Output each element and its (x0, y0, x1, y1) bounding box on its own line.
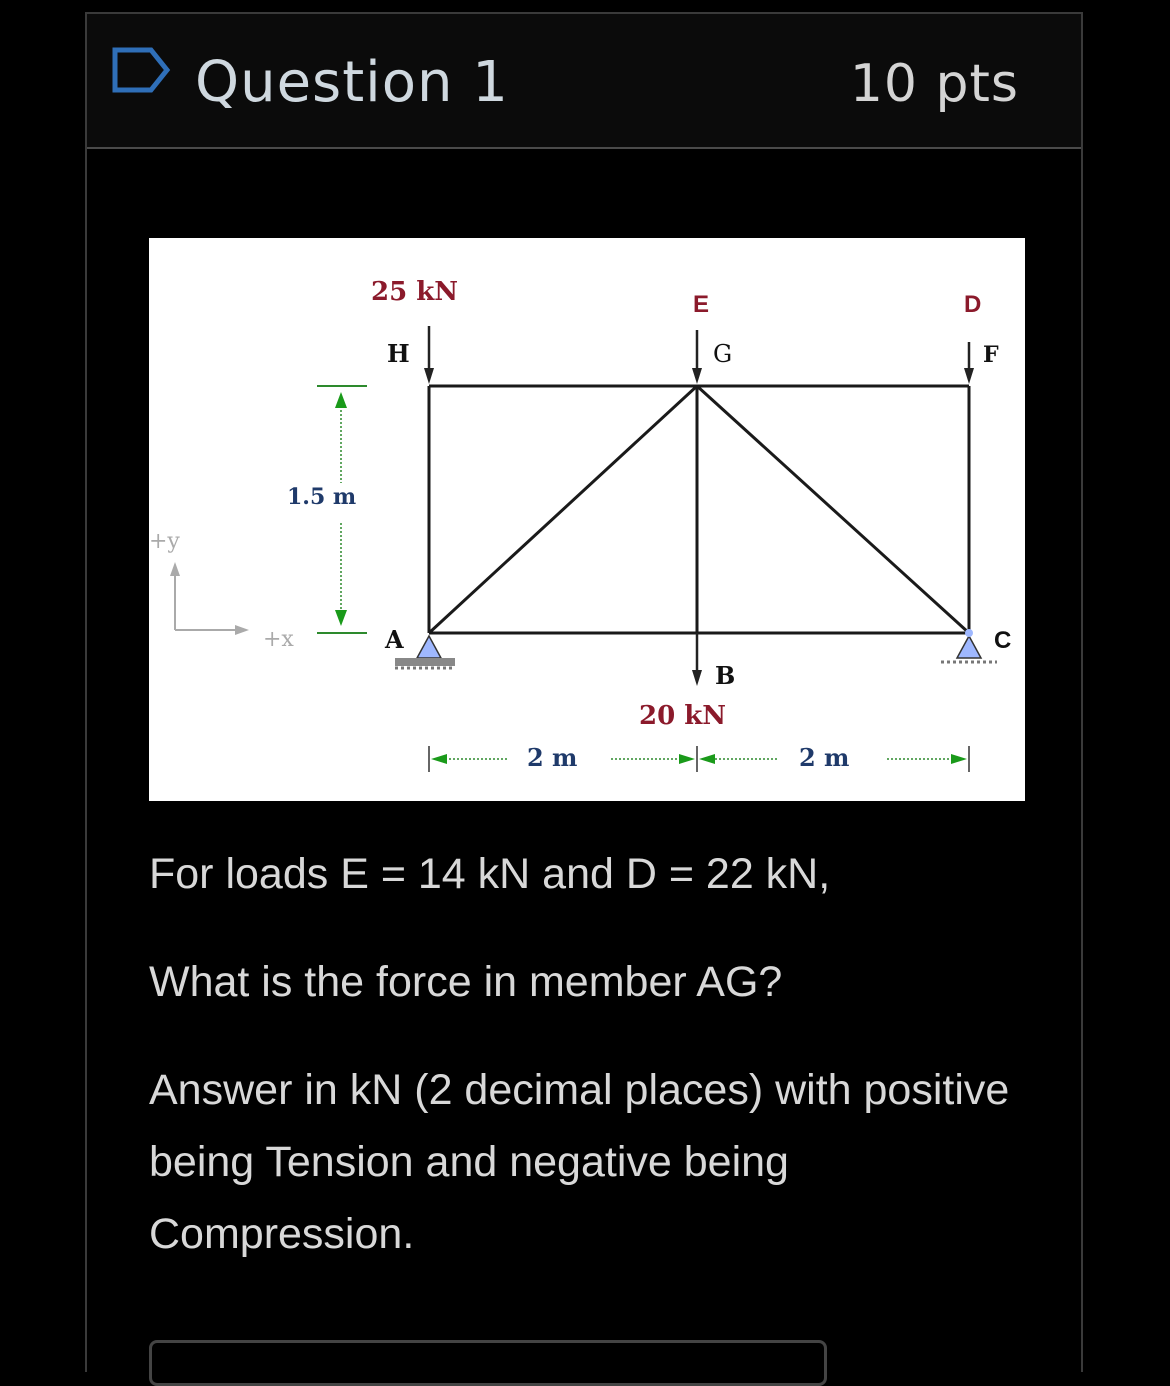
answer-input[interactable] (149, 1340, 827, 1386)
question-prompt: What is the force in member AG? (149, 958, 783, 1006)
truss-diagram (149, 238, 1025, 801)
node-label-c: C (994, 627, 1012, 654)
question-points: 10 pts (849, 54, 1019, 114)
flag-icon[interactable] (111, 46, 173, 94)
arrow-down-icon (692, 368, 702, 384)
load-label-b: 20 kN (639, 701, 727, 731)
member-gc (697, 386, 969, 633)
span-right-label: 2 m (799, 743, 850, 772)
arrow-down-icon (424, 368, 434, 384)
load-label-h: 25 kN (371, 277, 459, 307)
answer-instructions: Answer in kN (2 decimal places) with positive being Tension and negative being Compression. (149, 1066, 1010, 1258)
node-label-f: F (983, 342, 999, 368)
axis-label-y: +y (149, 529, 180, 554)
question-card (85, 12, 1083, 1372)
arrow-down-icon (692, 670, 702, 686)
axis-label-x: +x (263, 627, 294, 652)
truss-members (429, 386, 969, 633)
axis-indicator (170, 562, 249, 635)
height-dimension-label: 1.5 m (287, 484, 357, 510)
member-ag (429, 386, 697, 633)
node-label-g: G (713, 340, 733, 368)
question-title: Question 1 (195, 50, 509, 115)
pin-support-a (395, 636, 455, 668)
load-label-d: D (964, 291, 982, 318)
node-label-b: B (715, 661, 736, 690)
node-label-a: A (385, 625, 404, 654)
question-header (87, 14, 1081, 149)
load-label-e: E (693, 291, 710, 318)
span-dimension (429, 746, 969, 772)
span-left-label: 2 m (527, 743, 578, 772)
arrow-down-icon (964, 368, 974, 384)
node-label-h: H (387, 339, 410, 368)
loads-statement: For loads E = 14 kN and D = 22 kN, (149, 850, 831, 898)
